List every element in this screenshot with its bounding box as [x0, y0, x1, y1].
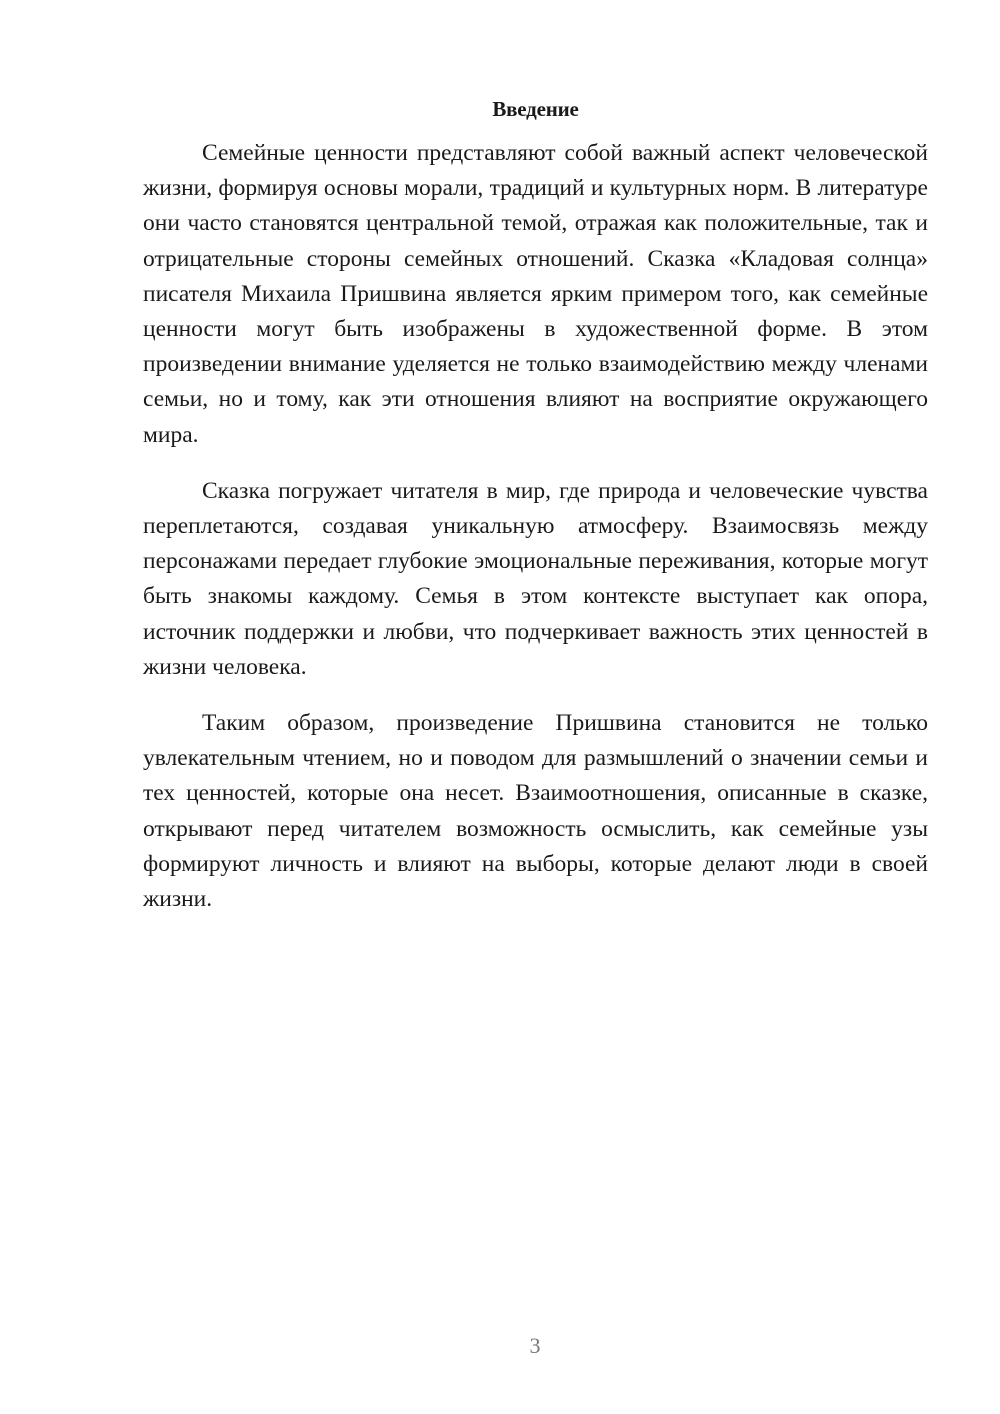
section-title: Введение: [492, 97, 579, 121]
page-number: 3: [529, 1333, 541, 1358]
paragraph-2: Сказка погружает читателя в мир, где природа и человеческие чувства переплетаются, создавая уникальную атмосферу. Взаимосвязь между персонажами передает глубокие эмоциональные переживания, которые могут быть знакомы каждому. Семья в этом контексте выступает как опора, источник поддержки и любви, что подчеркивает важность этих ценностей в жизни человека.: [143, 477, 928, 680]
paragraph-3: Таким образом, произведение Пришвина становится не только увлекательным чтением, но и поводом для размышлений о значении семьи и тех ценностей, которые она несет. Взаимоотношения, описанные в сказке, открывают перед читателем возможность осмыслить, как семейные узы формируют личность и влияют на выборы, которые делают люди в своей жизни.: [143, 710, 928, 913]
paragraph-1: Семейные ценности представляют собой важный аспект человеческой жизни, формируя основы морали, традиций и культурных норм. В литературе они часто становятся центральной темой, отражая как положительные, так и отрицательные стороны семейных отношений. Сказка «Кладовая солнца» писателя Михаила Пришвина является ярким примером того, как семейные ценности могут быть изображены в художественной форме. В этом произведении внимание уделяется не только взаимодействию между членами семьи, но и тому, как эти отношения влияют на восприятие окружающего мира.: [143, 140, 928, 448]
document-body: [143, 92, 928, 938]
